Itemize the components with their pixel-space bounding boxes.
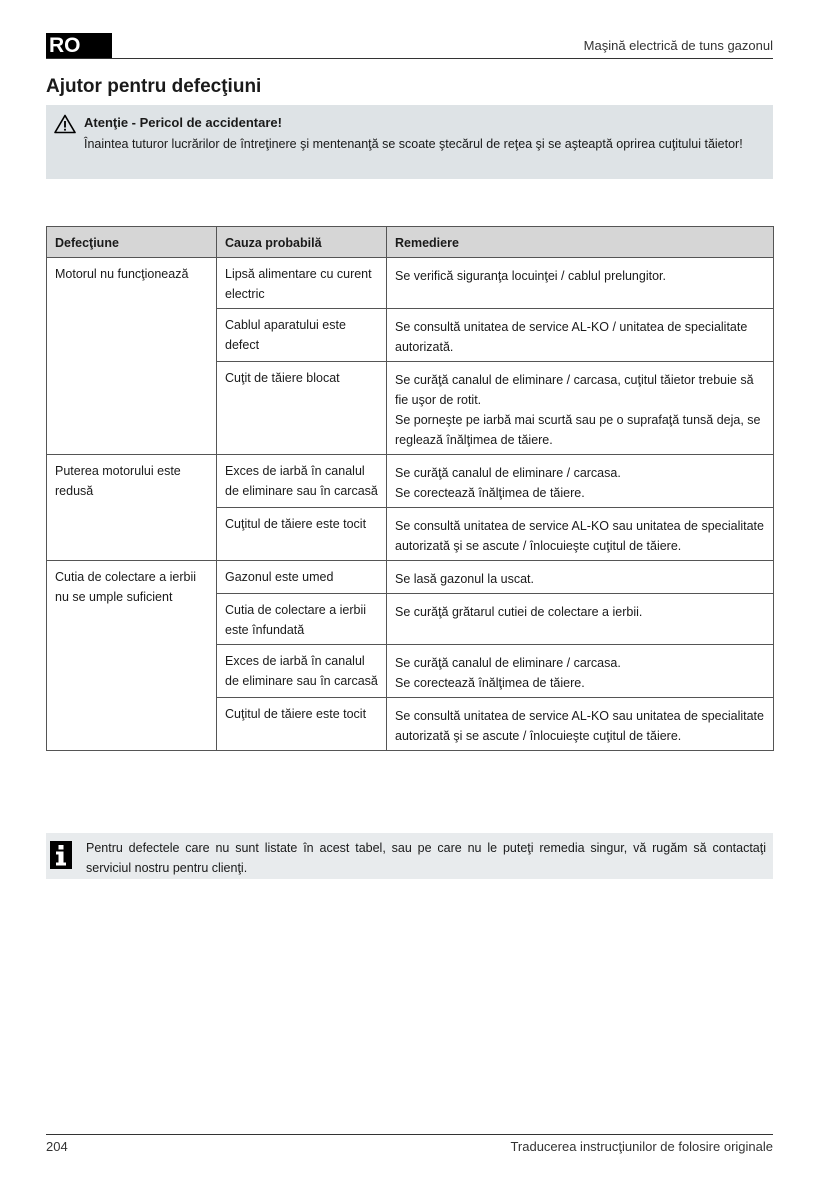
footer-document-title: Traducerea instrucţiunilor de folosire originale <box>510 1139 773 1154</box>
troubleshooting-table <box>46 226 774 751</box>
remedy-cell <box>387 698 774 751</box>
column-header-fault: Defecţiune <box>47 227 217 258</box>
page-number: 204 <box>46 1139 68 1154</box>
remedy-line: Se consultă unitatea de service AL-KO sau unitatea de specialitate autorizată şi se ascute / înlocuieşte cuţitul de tăiere. <box>395 519 764 553</box>
info-note-text: Pentru defectele care nu sunt listate în acest tabel, sau pe care nu le puteţi remedia singur, vă rugăm să contactaţi serviciul nostru pentru clienţi. <box>86 841 766 875</box>
cause-cell: Cutia de colectare a ierbii este înfundată <box>217 594 387 645</box>
remedy-line: Se curăţă grătarul cutiei de colectare a ierbii. <box>395 605 643 619</box>
remedy-line: Se curăţă canalul de eliminare / carcasa, cuţitul tăietor trebuie să fie uşor de rotit. <box>395 373 754 407</box>
remedy-line: Se curăţă canalul de eliminare / carcasa. <box>395 656 621 670</box>
warning-box <box>46 105 773 179</box>
footer-divider <box>46 1134 773 1135</box>
cause-cell: Cuţitul de tăiere este tocit <box>217 508 387 561</box>
column-header-cause: Cauza probabilă <box>217 227 387 258</box>
fault-cell: Motorul nu funcţionează <box>47 258 217 455</box>
column-header-remedy: Remediere <box>387 227 774 258</box>
remedy-cell <box>387 258 774 309</box>
remedy-line: Se lasă gazonul la uscat. <box>395 572 534 586</box>
cause-cell: Cablul aparatului este defect <box>217 309 387 362</box>
table-row <box>47 455 774 508</box>
table-row <box>47 258 774 309</box>
remedy-cell <box>387 455 774 508</box>
warning-title: Atenţie - Pericol de accidentare! <box>84 115 282 130</box>
header-divider <box>46 58 773 59</box>
remedy-line: Se corectează înălţimea de tăiere. <box>395 486 585 500</box>
fault-cell: Puterea motorului este redusă <box>47 455 217 561</box>
language-badge: RO <box>46 33 112 58</box>
header-product-title: Maşină electrică de tuns gazonul <box>583 38 773 53</box>
cause-cell: Lipsă alimentare cu curent electric <box>217 258 387 309</box>
remedy-cell <box>387 309 774 362</box>
cause-cell: Exces de iarbă în canalul de eliminare sau în carcasă <box>217 455 387 508</box>
remedy-line: Se curăţă canalul de eliminare / carcasa. <box>395 466 621 480</box>
remedy-line: Se consultă unitatea de service AL-KO / unitatea de specialitate autorizată. <box>395 320 748 354</box>
remedy-cell <box>387 594 774 645</box>
fault-cell: Cutia de colectare a ierbii nu se umple suficient <box>47 561 217 751</box>
warning-text: Înaintea tuturor lucrărilor de întreţinere şi mentenanţă se scoate ştecărul de reţea şi se aşteaptă oprirea cuţitului tăietor! <box>84 137 743 151</box>
table-header-row <box>47 227 774 258</box>
warning-triangle-icon <box>54 114 76 134</box>
remedy-cell <box>387 645 774 698</box>
cause-cell: Cuţitul de tăiere este tocit <box>217 698 387 751</box>
cause-cell: Exces de iarbă în canalul de eliminare sau în carcasă <box>217 645 387 698</box>
remedy-cell <box>387 362 774 455</box>
remedy-line: Se consultă unitatea de service AL-KO sau unitatea de specialitate autorizată şi se ascute / înlocuieşte cuţitul de tăiere. <box>395 709 764 743</box>
page-title: Ajutor pentru defecţiuni <box>46 76 262 97</box>
remedy-cell <box>387 561 774 594</box>
remedy-cell <box>387 508 774 561</box>
cause-cell: Cuţit de tăiere blocat <box>217 362 387 455</box>
remedy-line: Se corectează înălţimea de tăiere. <box>395 676 585 690</box>
table-row <box>47 561 774 594</box>
info-icon <box>50 841 72 869</box>
cause-cell: Gazonul este umed <box>217 561 387 594</box>
remedy-line: Se porneşte pe iarbă mai scurtă sau pe o suprafaţă tunsă deja, se reglează înălţimea de tăiere. <box>395 413 761 447</box>
info-note-box <box>46 833 773 879</box>
remedy-line: Se verifică siguranţa locuinţei / cablul prelungitor. <box>395 269 666 283</box>
